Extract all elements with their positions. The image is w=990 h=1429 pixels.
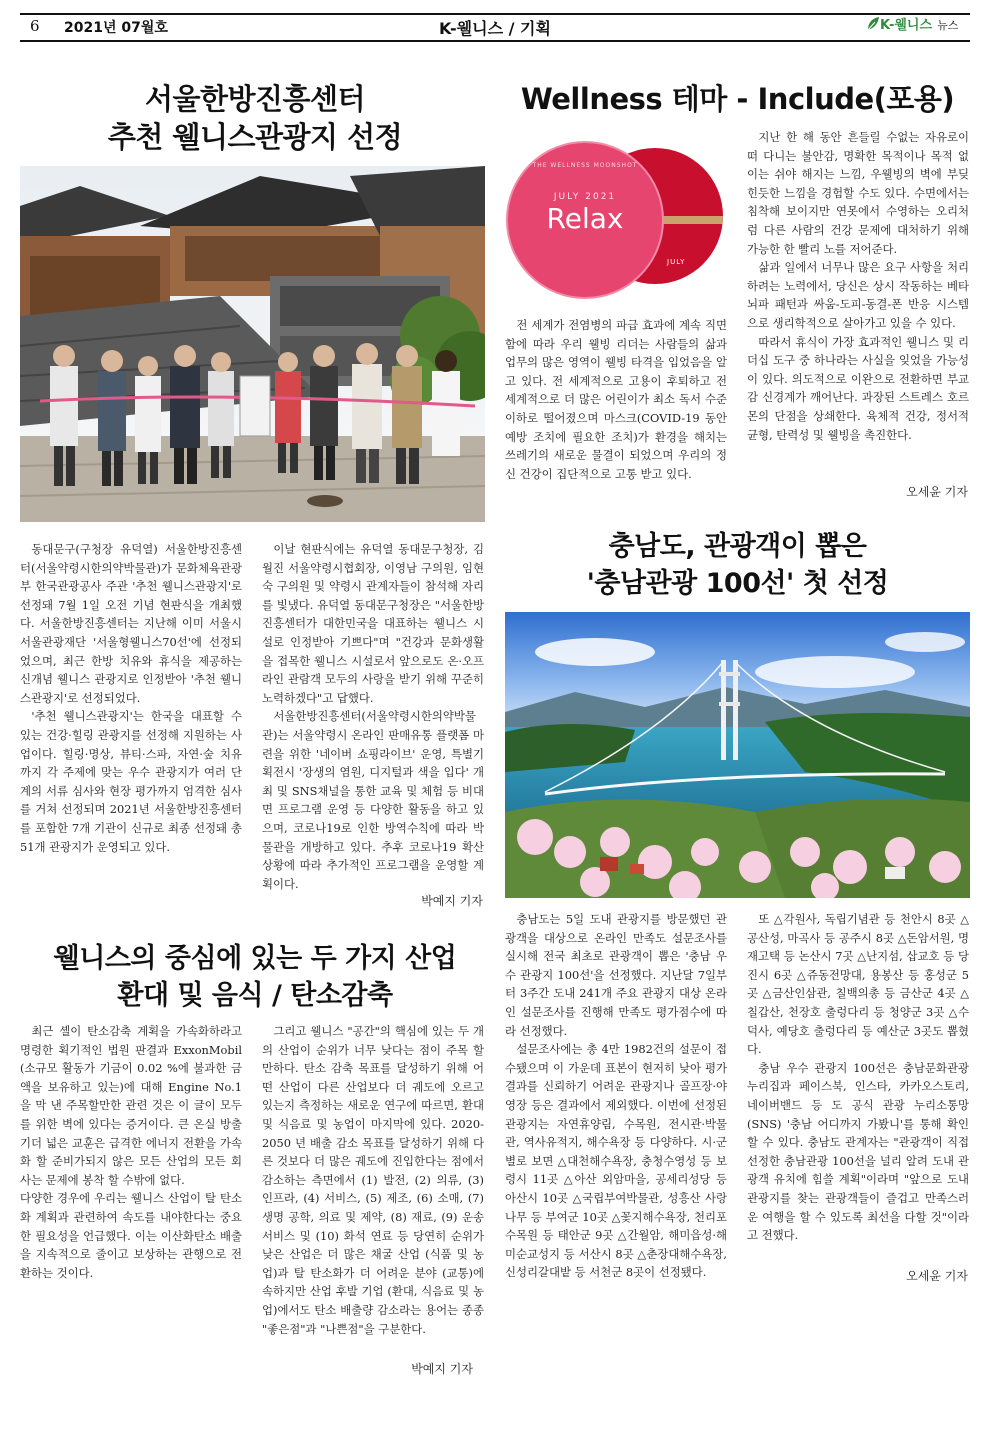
- article2-left-para1: 전 세계가 전염병의 파급 효과에 계속 직면함에 따라 우리 웰빙 리더는 사람들의 삶과 업무의 많은 영역이 웰빙 타격을 입었음을 알고 있다. 전 세계적으로 고용이 후퇴하고 전 세계적으로 더 많은 어린이가 최소 독서 수준 이하로 떨어졌으며 마스크(COVID-19 동안 예방 조치에 필요한 조치)가 환경을 해치는 쓰레기의 새로운 물결이 되었으며 우리의 정신 건강이 집단적으로 고통 받고 있다.: [505, 318, 727, 481]
- k-wellness-logo: [866, 14, 970, 38]
- article4-column-right: [262, 1022, 484, 1338]
- header-top-rule: [20, 13, 970, 15]
- article2-column-left: [505, 316, 727, 483]
- article4-headline-line2: 환대 및 음식 / 탄소감축: [117, 980, 393, 1011]
- relax-top-text: THE WELLNESS MOONSHOT: [532, 162, 638, 169]
- article1-byline: 박예지 기자: [421, 894, 483, 908]
- article3-column-left: [505, 910, 727, 1282]
- article3-byline: 오세윤 기자: [906, 1269, 968, 1283]
- article2-relax-image: [505, 128, 723, 313]
- relax-month-text: JULY 2021: [553, 192, 617, 202]
- article3-column-right: [747, 910, 969, 1245]
- article1-col2-para1: 이날 현판식에는 유덕열 동대문구청장, 김월진 서울약령시협회장, 이영남 구의원, 임현숙 구의원 및 약령시 관계자들이 참석해 자리를 빛냈다. 유덕열 동대문구청장은 "서울한방진흥센터가 대한민국을 대표하는 웰니스 시설로 인정받아 기쁘다"며 "건강과 문화생활을 접목한 웰니스 시설로서 앞으로도 온·오프라인 관람객 모두의 사랑을 받기 위해 꾸준히 노력하겠다"고 답했다.: [262, 542, 484, 705]
- article1-headline-line1: 서울한방진흥센터: [144, 82, 366, 116]
- article3-bridge-photo: [505, 612, 970, 898]
- article4-headline: [20, 940, 490, 1014]
- logo-brand: K-웰니스: [880, 18, 933, 33]
- section-title: K-웰니스 / 기획: [439, 19, 551, 38]
- article4-left-para1: 최근 셸이 탄소감축 계획을 가속화하라고 명령한 획기적인 법원 판결과 ExxonMobil (소규모 활동가 기금이 0.02 %에 불과한 금액을 보유하고 있는)에 대해 Engine No.1을 막 낸 주목할만한 관련 것은 이 글이 모두를 위한 벽에 있다는 증거이다. 큰 온실 방출기더 넓은 교훈은 급격한 에너지 전환을 가속화 할 준비가되지 않은 모든 산업의 모든 회사는 문제에 봉착 할 수밖에 없다.: [20, 1024, 242, 1187]
- leaf-icon: [866, 16, 880, 32]
- article1-column2: [262, 540, 484, 893]
- relax-word: Relax: [546, 202, 624, 235]
- article3-headline: [505, 528, 970, 602]
- article1-col1-para1: 동대문구(구청장 유덕열) 서울한방진흥센터(서울약령시한의약박물관)가 문화체육관광부 한국관광공사 주관 '추천 웰니스관광지'로 선정돼 7월 1일 오전 기념 현판식을 개최했다. 서울한방진흥센터는 지난해 이미 서울시 서울관광재단 '서울형웰니스70선'에 선정되었으며, 최근 한방 치유와 휴식을 제공하는 신개념 웰니스 관광지로 인정받아 '추천 웰니스관광지'로 선정되었다.: [20, 542, 242, 705]
- article3-headline-line2: '충남관광 100선' 첫 선정: [586, 568, 889, 599]
- article4-left-para2: 다양한 경우에 우리는 웰니스 산업이 탈 탄소화 계획과 관련하여 속도를 내야한다는 중요한 필요성을 언급했다. 이는 이산화탄소 배출을 지속적으로 줄이고 보상하는 관행으로 전환하는 것이다.: [20, 1191, 242, 1280]
- article4-right-para1: 그리고 웰니스 "공간"의 핵심에 있는 두 개의 산업이 순위가 너무 낮다는 점이 주목 할 만하다. 탄소 감축 목표를 달성하기 위해 어떤 산업이 다른 산업보다 더 궤도에 오르고 있는지 측정하는 새로운 연구에 따르면, 환대 및 식음료 및 농업이 마지막에 있다. 2020-2050 년 배출 감소 목표를 달성하기 위해 다른 것보다 더 많은 궤도에 진입한다는 점에서 감소하는 측면에서 (1) 발전, (2) 의류, (3) 인프라, (4) 서비스, (5) 제조, (6) 소매, (7) 생명 공학, 의료 및 제약, (8) 재료, (9) 운송 서비스 및 (10) 화석 연료 등 당연히 순위가 낮은 산업은 더 많은 채굴 산업 (식품 및 농업)과 탈 탄소화가 더 어려운 분야 (교통)에 속하지만 산업 후발 기업 (환대, 식음료 및 농업)에서도 탄소 배출량 감소라는 용어는 종종 "좋은점"과 "나쁜점"을 구분한다.: [262, 1024, 484, 1336]
- article1-column1: [20, 540, 242, 856]
- issue-date: 2021년 07월호: [64, 20, 168, 36]
- article2-right-para1: 지난 한 해 동안 흔들릴 수없는 자유로이 떠 다니는 불안감, 명확한 목적이나 목적 없이는 쉬야 해지는 느낌, 우웰빙의 벽에 부딪힌듯한 느낌을 경험할 수도 있다. 수면에서는 침착해 보이지만 연못에서 수영하는 오리처럼 다른 사람의 건강 문제에 대처하기 위해 가능한 한 빨리 노를 저어준다.: [747, 130, 969, 256]
- article3-right-para1: 또 △각원사, 독립기념관 등 천안시 8곳 △공산성, 마곡사 등 공주시 8곳 △돈암서원, 명재고택 등 논산시 7곳 △난지섬, 삽교호 등 당진시 6곳 △쥬동전망대, 용봉산 등 홍성군 5곳 △금산인삼관, 칠백의총 등 금산군 4곳 △칠갑산, 천장호 출렁다리 등 청양군 3곳 △수덕사, 예당호 출렁다리 등 예산군 3곳도 뽑혔다.: [747, 912, 969, 1057]
- article1-col1-para2: '추천 웰니스관광지'는 한국을 대표할 수 있는 건강·힐링 관광지를 선정해 지원하는 사업이다. 힐링·명상, 뷰티·스파, 자연·숲 치유까지 각 주제에 맞는 우수 관광지가 여러 단계의 서류 심사와 현장 평가까지 엄격한 심사를 거쳐 선정되며 2021년 서울한방진흥센터를 포함한 7개 기관이 신규로 최종 선정돼 총 51개 관광지가 운영되고 있다.: [20, 709, 242, 854]
- header-bottom-rule: [20, 40, 970, 42]
- article2-column-right: [747, 128, 969, 444]
- article1-headline-line2: 추천 웰니스관광지 선정: [107, 120, 403, 154]
- logo-suffix: 뉴스: [937, 19, 959, 32]
- relax-side-text: JULY: [667, 258, 686, 266]
- article3-left-para2: 설문조사에는 총 4만 1982건의 설문이 접수됐으며 이 가운데 표본이 현저히 낮아 평가 결과를 신뢰하기 어려운 관광지나 골프장·야영장 등은 결과에서 제외했다. 이번에 선정된 관광지는 자연휴양림, 수목원, 전시관·박물관, 역사유적지, 해수욕장 등 다양하다. 시·군별로 보면 △대천해수욕장, 충청수영성 등 보령시 11곳 △아산 외암마을, 공세리성당 등 아산시 10곳 △국립부여박물관, 성흥산 사랑나무 등 부여군 10곳 △꽃지해수욕장, 천리포수목원 등 태안군 9곳 △간월암, 해미읍성·해미순교성지 등 서산시 8곳 △춘장대해수욕장, 신성리갈대밭 등 서천군 8곳이 선정됐다.: [505, 1042, 727, 1280]
- article2-byline: 오세윤 기자: [906, 485, 968, 499]
- article2-right-para3: 따라서 휴식이 가장 효과적인 웰니스 및 리더십 도구 중 하나라는 사실을 잊었을 가능성이 있다. 의도적으로 이완으로 전환하면 부교감 신경계가 깨어난다. 과장된 스트레스 호르몬의 단점을 상쇄한다. 육체적 건강, 정서적 균형, 탄력성 및 웰빙을 촉진한다.: [747, 334, 969, 442]
- article3-left-para1: 충남도는 5일 도내 관광지를 방문했던 관광객을 대상으로 온라인 만족도 설문조사를 실시해 전국 최초로 관광객이 뽑은 '충남 우수 관광지 100선'을 선정했다. 지난달 7일부터 3주간 도내 241개 주요 관광지 대상 온라인 설문조사를 진행해 만족도 평가점수에 따라 선정했다.: [505, 912, 727, 1038]
- article3-right-para2: 충남 우수 관광지 100선은 충남문화관광 누리집과 페이스북, 인스타, 카카오스토리, 네이버밴드 등 도 공식 관광 누리소통망(SNS) '충남 어디까지 가봤니'를 통해 확인할 수 있다. 충남도 관계자는 "관광객이 직접 선정한 충남관광 100선을 널리 알려 도내 관광객 유치에 힘쓸 계획"이라며 "앞으로 도내 관광지를 찾는 관광객들이 즐겁고 만족스러운 여행을 할 수 있도록 최선을 다할 것"이라고 전했다.: [747, 1060, 969, 1243]
- article1-photo: [20, 166, 485, 522]
- article4-byline: 박예지 기자: [411, 1362, 473, 1376]
- article2-right-para2: 삶과 일에서 너무나 많은 요구 사항을 처리하려는 노력에서, 당신은 상시 작동하는 베타 뇌파 패턴과 싸움-도피-동결-폰 반응 시스템으로 생리학적으로 살아가고 있을 수 있다.: [747, 260, 969, 330]
- article3-headline-line1: 충남도, 관광객이 뽑은: [608, 531, 867, 562]
- article1-col2-para2: 서울한방진흥센터(서울약령시한의약박물관)는 서울약령시 온라인 판매유통 플랫폼 마련을 위한 '네이버 쇼핑라이브' 운영, 특별기획전시 '장생의 염원, 디지털과 색을 입다' 개최 및 SNS채널을 통한 교육 및 체험 등 비대면 프로그램 운영 등 다양한 활동을 하고 있으며, 코로나19로 인한 방역수칙에 따라 박물관을 개방하고 있다. 추후 코로나19 확산 상황에 따라 추가적인 프로그램을 운영할 계획이다.: [262, 709, 484, 891]
- article2-headline: Wellness 테마 - Include(포용): [520, 82, 955, 116]
- article4-headline-line1: 웰니스의 중심에 있는 두 가지 산업: [53, 943, 457, 974]
- page-number: 6: [30, 17, 40, 35]
- article1-headline: [20, 80, 490, 156]
- article4-column-left: [20, 1022, 242, 1282]
